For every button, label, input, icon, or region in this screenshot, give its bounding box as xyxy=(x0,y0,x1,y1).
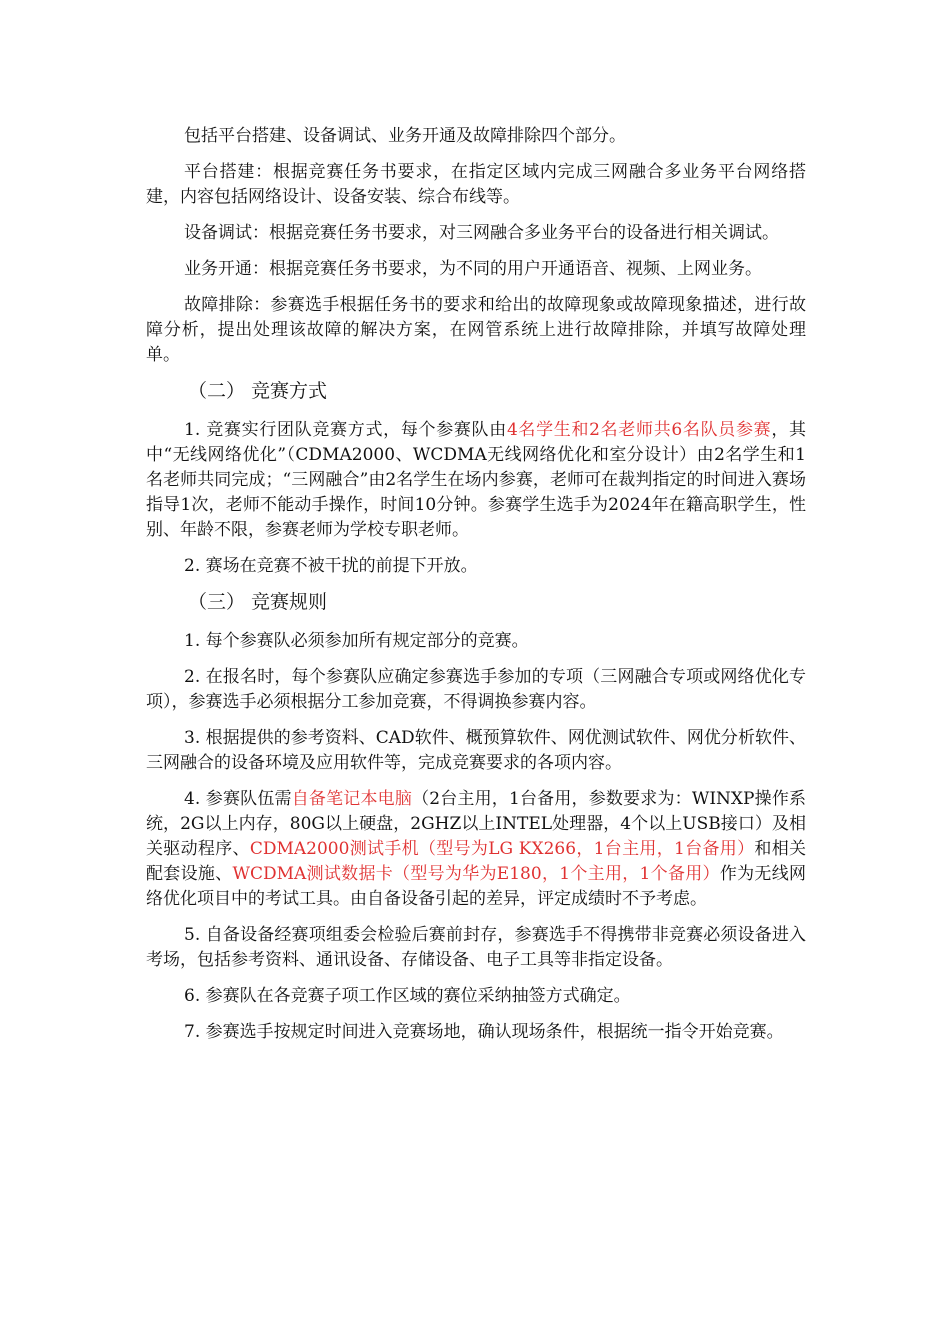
rule-item-venue-open: 2. 赛场在竞赛不被干扰的前提下开放。 xyxy=(184,556,478,576)
rule-text: 1. 竞赛实行团队竞赛方式，每个参赛队由 xyxy=(184,420,507,440)
highlighted-laptop: 自备笔记本电脑 xyxy=(291,789,413,809)
rule-item-own-equipment xyxy=(146,787,806,912)
rule-item-registration: 2. 在报名时，每个参赛队应确定参赛选手参加的专项（三网融合专项或网络优化专项），参赛选手必须根据分工参加竞赛，不得调换参赛内容。 xyxy=(146,667,806,712)
rule-text: ，其中“无线网络优化”（CDMA2000、WCDMA无线网络优化和室分设计）由2名学生和1名老师共同完成；“三网融合”由2名学生在场内参赛，老师可在裁判指定的时间进入赛场指导1次，老师不能动手操作，时间10分钟。参赛学生选手为2024年在籍高职学生，性别、年龄不限，参赛老师为学校专职老师。 xyxy=(146,420,807,540)
rule-item-participation: 1. 每个参赛队必须参加所有规定部分的竞赛。 xyxy=(184,631,529,651)
paragraph-platform-setup: 平台搭建：根据竞赛任务书要求，在指定区域内完成三网融合多业务平台网络搭建，内容包括网络设计、设备安装、综合布线等。 xyxy=(146,162,806,207)
highlighted-team-size: 4名学生和2名老师共6名队员参赛 xyxy=(506,420,772,440)
highlighted-cdma-phone: CDMA2000测试手机（型号为LG KX266，1台主用，1台备用） xyxy=(249,839,755,859)
rule-item-start-competition: 7. 参赛选手按规定时间进入竞赛场地，确认现场条件，根据统一指令开始竞赛。 xyxy=(184,1022,784,1042)
section-heading-competition-format: （二） 竞赛方式 xyxy=(188,380,328,402)
highlighted-wcdma-card: WCDMA测试数据卡（型号为华为E180，1个主用，1个备用） xyxy=(232,864,720,884)
paragraph-troubleshooting: 故障排除：参赛选手根据任务书的要求和给出的故障现象或故障现象描述，进行故障分析，提出处理该故障的解决方案，在网管系统上进行故障排除，并填写故障处理单。 xyxy=(146,295,806,365)
rule-item-resources: 3. 根据提供的参考资料、CAD软件、概预算软件、网优测试软件、网优分析软件、三网融合的设备环境及应用软件等，完成竞赛要求的各项内容。 xyxy=(146,728,806,773)
rule-text: 和相关配套设施、 xyxy=(146,839,807,884)
section-heading-competition-rules: （三） 竞赛规则 xyxy=(188,591,328,613)
paragraph-service-activation: 业务开通：根据竞赛任务书要求，为不同的用户开通语音、视频、上网业务。 xyxy=(184,259,762,279)
rule-item-equipment-sealing: 5. 自备设备经赛项组委会检验后赛前封存，参赛选手不得携带非竞赛必须设备进入考场，包括参考资料、通讯设备、存储设备、电子工具等非指定设备。 xyxy=(146,925,806,970)
rule-text: （2台主用，1台备用，参数要求为：WINXP操作系统，2G以上内存，80G以上硬盘，2GHZ以上INTEL处理器，4个以上USB接口）及相关驱动程序、 xyxy=(146,789,807,859)
rule-item-team-format xyxy=(146,418,806,543)
rule-text: 作为无线网络优化项目中的考试工具。由自备设备引起的差异，评定成绩时不予考虑。 xyxy=(146,864,807,909)
paragraph-scope: 包括平台搭建、设备调试、业务开通及故障排除四个部分。 xyxy=(184,126,626,146)
rule-text: 4. 参赛队伍需 xyxy=(184,789,292,809)
document-body xyxy=(146,124,806,1045)
paragraph-device-debug: 设备调试：根据竞赛任务书要求，对三网融合多业务平台的设备进行相关调试。 xyxy=(184,223,779,243)
rule-item-seat-lottery: 6. 参赛队在各竞赛子项工作区域的赛位采纳抽签方式确定。 xyxy=(184,986,631,1006)
